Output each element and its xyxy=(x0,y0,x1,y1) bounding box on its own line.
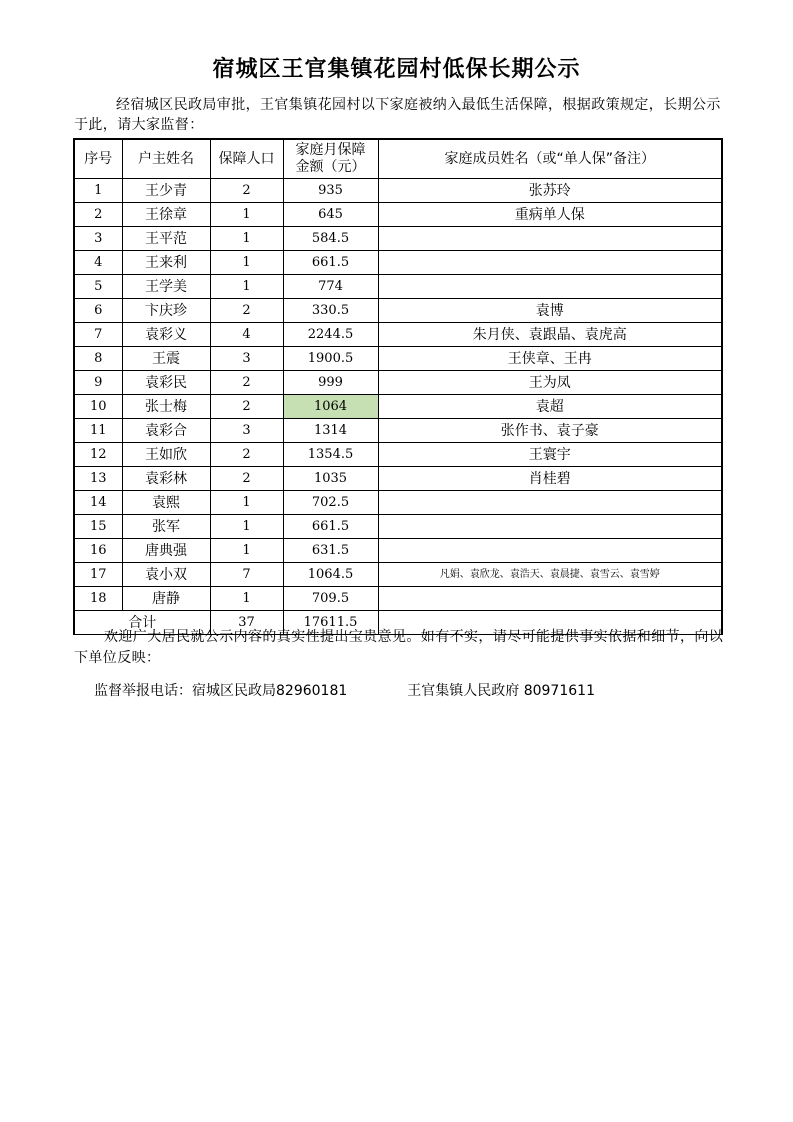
row-householder: 王平范 xyxy=(122,227,210,251)
row-persons: 2 xyxy=(210,395,283,419)
row-seq: 6 xyxy=(74,299,122,323)
row-householder: 袁彩林 xyxy=(122,467,210,491)
table-row xyxy=(74,275,722,299)
row-members xyxy=(378,251,722,275)
row-amount: 1064 xyxy=(283,395,378,419)
row-members: 王寰宇 xyxy=(378,443,722,467)
row-householder: 王学美 xyxy=(122,275,210,299)
row-members xyxy=(378,275,722,299)
table-body xyxy=(74,179,722,635)
row-householder: 王徐章 xyxy=(122,203,210,227)
row-householder: 唐典强 xyxy=(122,539,210,563)
row-amount: 999 xyxy=(283,371,378,395)
header-members: 家庭成员姓名（或“单人保”备注） xyxy=(378,139,722,179)
row-persons: 2 xyxy=(210,443,283,467)
total-label: 合计 xyxy=(74,611,210,635)
row-members: 袁超 xyxy=(378,395,722,419)
row-amount: 1900.5 xyxy=(283,347,378,371)
row-amount: 702.5 xyxy=(283,491,378,515)
row-seq: 18 xyxy=(74,587,122,611)
row-members: 朱月侠、袁跟晶、袁虎高 xyxy=(378,323,722,347)
table-row xyxy=(74,347,722,371)
row-persons: 1 xyxy=(210,251,283,275)
row-householder: 张军 xyxy=(122,515,210,539)
row-seq: 7 xyxy=(74,323,122,347)
row-persons: 7 xyxy=(210,563,283,587)
total-persons: 37 xyxy=(210,611,283,635)
row-householder: 王来利 xyxy=(122,251,210,275)
table-row xyxy=(74,371,722,395)
row-amount: 935 xyxy=(283,179,378,203)
row-householder: 王少青 xyxy=(122,179,210,203)
table-row xyxy=(74,395,722,419)
row-members xyxy=(378,587,722,611)
table-row xyxy=(74,203,722,227)
table-row xyxy=(74,419,722,443)
table-header-row xyxy=(74,139,722,179)
table-row xyxy=(74,179,722,203)
row-householder: 袁彩义 xyxy=(122,323,210,347)
header-amount xyxy=(283,139,378,179)
row-persons: 3 xyxy=(210,347,283,371)
subsistence-allowance-table xyxy=(73,138,723,635)
row-householder: 袁小双 xyxy=(122,563,210,587)
row-members: 重病单人保 xyxy=(378,203,722,227)
row-seq: 2 xyxy=(74,203,122,227)
row-persons: 2 xyxy=(210,467,283,491)
row-persons: 1 xyxy=(210,515,283,539)
row-members: 张苏玲 xyxy=(378,179,722,203)
row-amount: 1064.5 xyxy=(283,563,378,587)
page-title: 宿城区王官集镇花园村低保长期公示 xyxy=(212,56,581,82)
intro-paragraph xyxy=(74,95,724,135)
row-members: 肖桂碧 xyxy=(378,467,722,491)
row-householder: 卞庆珍 xyxy=(122,299,210,323)
row-householder: 王震 xyxy=(122,347,210,371)
row-amount: 584.5 xyxy=(283,227,378,251)
row-persons: 2 xyxy=(210,299,283,323)
row-seq: 10 xyxy=(74,395,122,419)
row-seq: 12 xyxy=(74,443,122,467)
row-members xyxy=(378,227,722,251)
row-members xyxy=(378,539,722,563)
contact-line xyxy=(94,680,595,700)
row-persons: 2 xyxy=(210,371,283,395)
row-persons: 1 xyxy=(210,587,283,611)
row-seq: 16 xyxy=(74,539,122,563)
footer-text: 欢迎广大居民就公示内容的真实性提出宝贵意见。如有不实，请尽可能提供事实依据和细节，向以下单位反映： xyxy=(74,629,724,666)
table-row xyxy=(74,587,722,611)
row-householder: 王如欣 xyxy=(122,443,210,467)
table-row xyxy=(74,227,722,251)
contact-label: 监督举报电话： xyxy=(94,683,192,699)
table-row xyxy=(74,299,722,323)
row-amount: 631.5 xyxy=(283,539,378,563)
row-seq: 8 xyxy=(74,347,122,371)
row-persons: 1 xyxy=(210,539,283,563)
table-row xyxy=(74,467,722,491)
table-row xyxy=(74,251,722,275)
row-amount: 645 xyxy=(283,203,378,227)
row-seq: 9 xyxy=(74,371,122,395)
intro-text: 经宿城区民政局审批，王官集镇花园村以下家庭被纳入最低生活保障，根据政策规定，长期公示于此，请大家监督： xyxy=(74,97,721,133)
row-members xyxy=(378,515,722,539)
row-amount: 661.5 xyxy=(283,251,378,275)
table-row xyxy=(74,563,722,587)
contact-org-town-government: 王官集镇人民政府 80971611 xyxy=(407,683,595,699)
row-householder: 唐静 xyxy=(122,587,210,611)
row-members: 凡娟、袁欣龙、袁浩天、袁晨捷、袁雪云、袁雪婷 xyxy=(378,563,722,587)
row-persons: 2 xyxy=(210,179,283,203)
row-seq: 4 xyxy=(74,251,122,275)
header-amount-line2: 金额（元） xyxy=(295,159,366,175)
row-seq: 11 xyxy=(74,419,122,443)
row-persons: 1 xyxy=(210,491,283,515)
row-seq: 1 xyxy=(74,179,122,203)
row-householder: 张士梅 xyxy=(122,395,210,419)
row-amount: 1354.5 xyxy=(283,443,378,467)
row-householder: 袁熙 xyxy=(122,491,210,515)
table-row xyxy=(74,539,722,563)
row-amount: 774 xyxy=(283,275,378,299)
row-householder: 袁彩合 xyxy=(122,419,210,443)
contact-org-civil-affairs: 宿城区民政局82960181 xyxy=(192,683,348,699)
row-seq: 14 xyxy=(74,491,122,515)
table-row xyxy=(74,515,722,539)
row-persons: 1 xyxy=(210,203,283,227)
header-persons: 保障人口 xyxy=(210,139,283,179)
row-members: 张作书、袁子豪 xyxy=(378,419,722,443)
table-row xyxy=(74,443,722,467)
footer-paragraph xyxy=(74,627,724,669)
row-seq: 5 xyxy=(74,275,122,299)
row-persons: 1 xyxy=(210,227,283,251)
row-amount: 1035 xyxy=(283,467,378,491)
row-amount: 330.5 xyxy=(283,299,378,323)
total-amount: 17611.5 xyxy=(283,611,378,635)
row-members: 王侠章、王冉 xyxy=(378,347,722,371)
row-amount: 1314 xyxy=(283,419,378,443)
row-seq: 17 xyxy=(74,563,122,587)
row-persons: 1 xyxy=(210,275,283,299)
header-seq: 序号 xyxy=(74,139,122,179)
row-persons: 3 xyxy=(210,419,283,443)
row-amount: 661.5 xyxy=(283,515,378,539)
row-seq: 13 xyxy=(74,467,122,491)
row-members xyxy=(378,491,722,515)
row-amount: 709.5 xyxy=(283,587,378,611)
row-members: 袁博 xyxy=(378,299,722,323)
row-seq: 3 xyxy=(74,227,122,251)
row-householder: 袁彩民 xyxy=(122,371,210,395)
header-householder: 户主姓名 xyxy=(122,139,210,179)
row-persons: 4 xyxy=(210,323,283,347)
table-row xyxy=(74,491,722,515)
row-seq: 15 xyxy=(74,515,122,539)
header-amount-line1: 家庭月保障 xyxy=(295,142,366,158)
table-row xyxy=(74,323,722,347)
row-amount: 2244.5 xyxy=(283,323,378,347)
row-members: 王为凤 xyxy=(378,371,722,395)
